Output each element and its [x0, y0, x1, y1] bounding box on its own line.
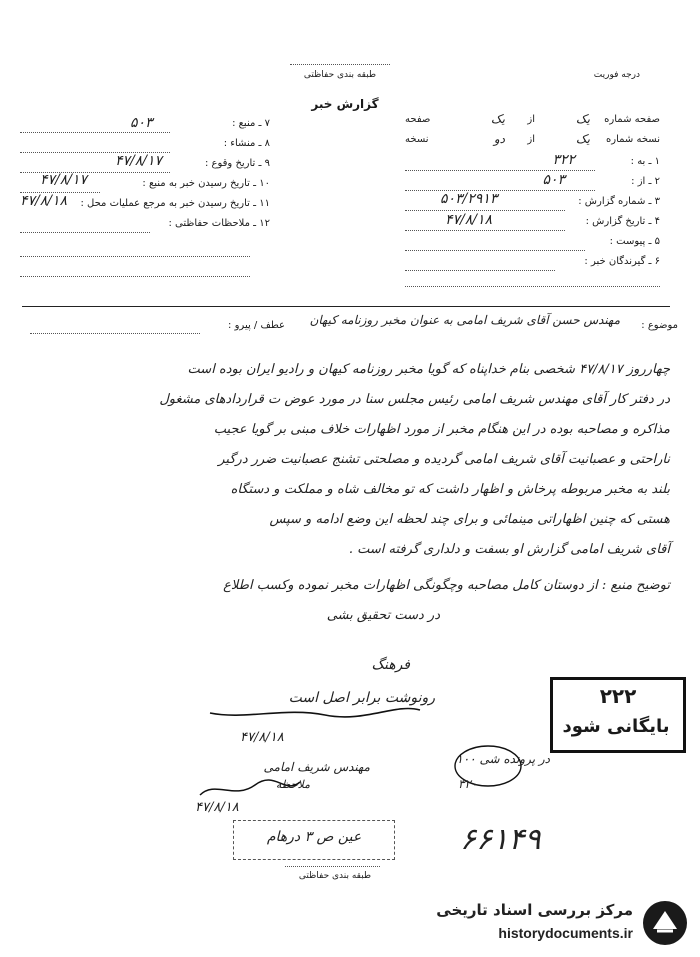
signature-note-2: ملاحظه — [275, 778, 310, 791]
field-security-notes-label: ۱۲ ـ ملاحظات حفاظتی : — [168, 218, 270, 229]
right-note-number: ۳۲۰ — [458, 777, 478, 791]
form-title: گزارش خبر — [311, 97, 379, 111]
report-date-label: ۴ ـ تاریخ گزارش : — [585, 216, 660, 227]
body-text — [25, 355, 670, 631]
reference-label: عطف / پیرو : — [228, 320, 285, 331]
field-occurrence-label: ۹ ـ تاریخ وقوع : — [204, 158, 270, 169]
body-line: مذاکره و مصاحبه بوده در این هنگام مخبر از مورد اظهارات خلاف مبنی بر گویا عجیب — [213, 422, 670, 437]
field-occurrence-value: ۴۷/۸/۱۷ — [115, 153, 163, 169]
body-line: در دست تحقیق بشی — [326, 608, 440, 623]
field-ops-received-label: ۱۱ ـ تاریخ رسیدن خبر به مرجع عملیات محل : — [80, 198, 270, 209]
field-source-received-value: ۴۷/۸/۱۷ — [40, 172, 88, 188]
file-number: ۶۶۱۴۹ — [460, 822, 541, 857]
certified-copy: رونوشت برابر اصل است — [288, 690, 435, 706]
page-number-total: یک — [490, 112, 505, 126]
signature-name-2: مهندس شریف امامی — [263, 760, 370, 774]
to-label: ۱ ـ به : — [630, 156, 660, 167]
page-number-suffix: صفحه — [405, 114, 431, 125]
body-line: بلند به مخبر مربوطه پرخاش و اظهار داشت که تو مخالف شاه و مملکت و دستگاه — [230, 482, 670, 497]
copy-number-value: یک — [575, 132, 590, 146]
field-source-label: ۷ ـ منبع : — [232, 118, 270, 129]
field-ops-received-value: ۴۷/۸/۱۸ — [20, 193, 68, 209]
classification-top-line — [290, 64, 390, 65]
signature-underline-1 — [205, 695, 425, 725]
page-number-label: صفحه شماره — [604, 114, 660, 125]
body-line: ناراحتی و عصبانیت آقای شریف امامی گردیده و مصلحتی تشنج عصبانیت ضرر درگیر — [218, 452, 670, 467]
signature-date-1: ۴۷/۸/۱۸ — [240, 730, 284, 745]
copy-number-suffix: نسخه — [405, 134, 429, 145]
from-label: ۲ ـ از : — [631, 176, 660, 187]
body-line: چهارروز ۴۷/۸/۱۷ شخصی بنام خداپناه که گویا مخبر روزنامه کیهان و رادیو ایران بوده است — [187, 362, 670, 377]
subject-label: موضوع : — [641, 320, 678, 331]
report-number-value: ۵۰۳/۲۹۱۳ — [440, 191, 498, 207]
copy-number-label: نسخه شماره — [606, 134, 660, 145]
copy-number-of: از — [527, 134, 535, 145]
signature-date-2: ۴۷/۸/۱۸ — [195, 800, 239, 815]
right-note: در پرونده شی ۱۰۰ — [456, 752, 550, 766]
watermark-org: مرکز بررسی اسناد تاریخی — [436, 901, 633, 919]
page-number-value: یک — [575, 112, 590, 126]
page-number-of: از — [527, 114, 535, 125]
bottom-stamp-text: عین ص ۳ درهام — [266, 829, 362, 845]
report-number-label: ۳ ـ شماره گزارش : — [578, 196, 660, 207]
from-value: ۵۰۳ — [542, 172, 565, 188]
archive-stamp-number: ۲۲۲ — [599, 684, 637, 708]
to-value: ۳۲۲ — [552, 152, 575, 168]
archive-stamp-text: بایگانی شود — [562, 716, 670, 737]
urgency-label: درجه فوریت — [593, 70, 640, 80]
separator-line — [22, 306, 670, 307]
field-source-received-label: ۱۰ ـ تاریخ رسیدن خبر به منبع : — [142, 178, 270, 189]
body-line: توضیح منبع : از دوستان کامل مصاحبه وچگونگی اظهارات مخبر نموده وکسب اطلاع — [223, 578, 670, 593]
watermark-logo-icon — [641, 899, 689, 947]
body-line: آقای شریف امامی گزارش او بسفت و دلداری گرفته است . — [348, 542, 670, 557]
classification-top: طبقه بندی حفاظتی — [303, 70, 377, 80]
watermark-site: historydocuments.ir — [498, 925, 633, 941]
recipients-label: ۶ ـ گیرندگان خبر : — [584, 256, 660, 267]
field-origin-label: ۸ ـ منشاء : — [223, 138, 270, 149]
attachment-label: ۵ ـ پیوست : — [609, 236, 660, 247]
archive-stamp — [550, 677, 686, 753]
body-line: هستی که چنین اظهاراتی مینمائی و برای چند لحظه این وضع ادامه و سپس — [269, 512, 670, 527]
classification-bottom: طبقه بندی حفاظتی — [298, 871, 372, 881]
bottom-stamp — [233, 820, 395, 860]
body-line: در دفتر کار آقای مهندس شریف امامی رئیس مجلس سنا در مورد عوض ت قراردادهای مشغول — [159, 392, 670, 407]
copy-number-total: دو — [493, 132, 505, 146]
signature-title: فرهنگ — [371, 657, 410, 673]
field-source-value: ۵۰۳ — [130, 115, 153, 131]
watermark — [408, 897, 693, 949]
subject-text: مهندس حسن آقای شریف امامی به عنوان مخبر روزنامه کیهان — [309, 313, 620, 327]
report-date-value: ۴۷/۸/۱۸ — [445, 212, 493, 228]
